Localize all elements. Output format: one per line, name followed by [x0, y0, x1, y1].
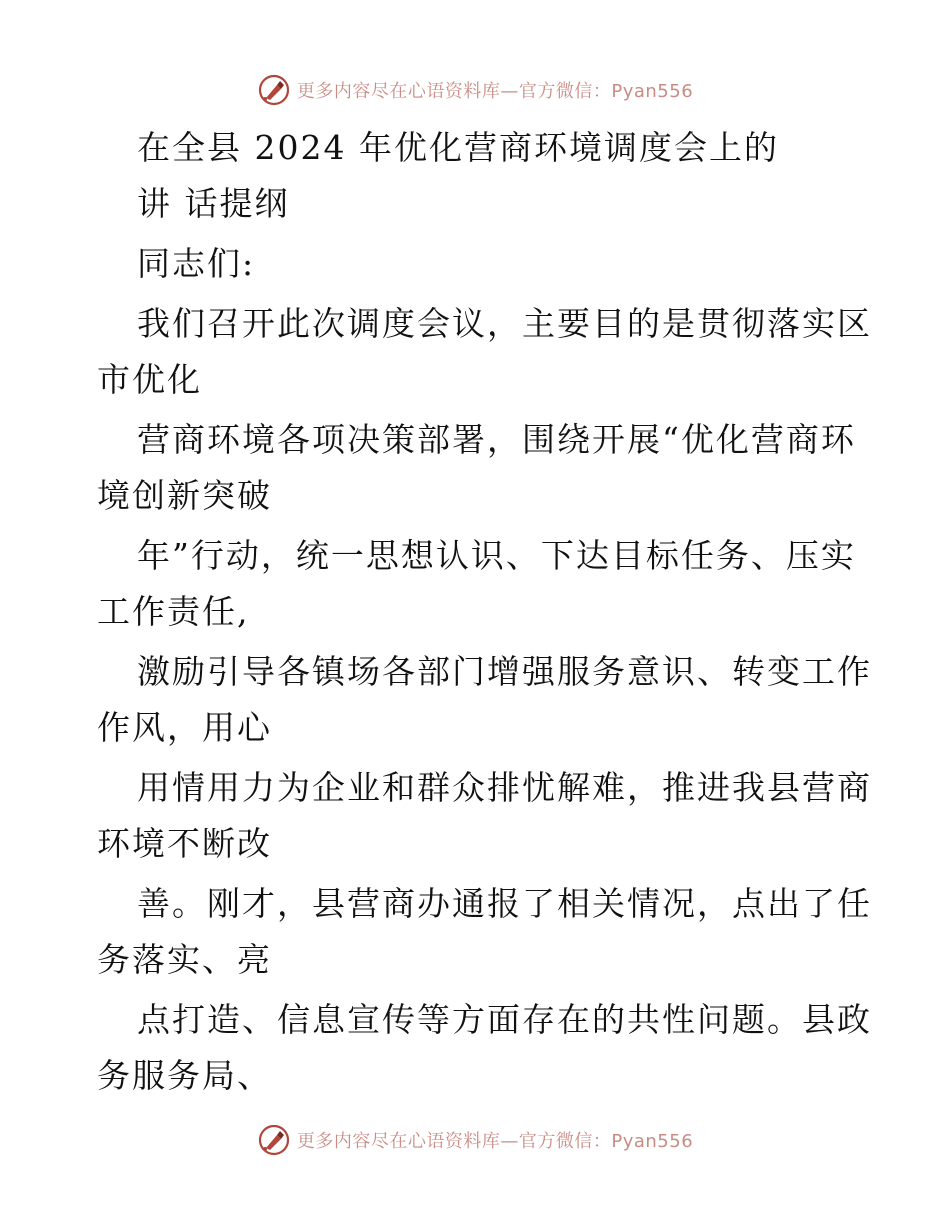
paragraph-line: 我们召开此次调度会议，主要目的是贯彻落实区	[137, 304, 872, 343]
pen-nib-logo-icon	[257, 73, 291, 107]
watermark-text: 更多内容尽在心语资料库—官方微信：Pyan556	[296, 81, 694, 102]
paragraph-line: 善。刚才，县营商办通报了相关情况，点出了任	[137, 884, 872, 923]
paragraph-line: 市优化	[97, 360, 202, 399]
header-watermark-banner	[0, 70, 950, 110]
document-title-line-1: 在全县 2024 年优化营商环境调度会上的	[137, 128, 779, 167]
paragraph-line: 工作责任,	[97, 592, 250, 631]
paragraph-line: 点打造、信息宣传等方面存在的共性问题。县政	[137, 1000, 872, 1039]
paragraph-line: 年”行动，统一思想认识、下达目标任务、压实	[137, 536, 856, 575]
paragraph-line: 务落实、亮	[97, 940, 272, 979]
document-title-line-2: 讲 话提纲	[137, 184, 290, 223]
watermark-text: 更多内容尽在心语资料库—官方微信：Pyan556	[296, 1131, 694, 1152]
pen-nib-logo-icon	[257, 1123, 291, 1157]
paragraph-line: 环境不断改	[97, 824, 272, 863]
salutation: 同志们:	[137, 244, 256, 283]
paragraph-line: 用情用力为企业和群众排忧解难，推进我县营商	[137, 768, 872, 807]
paragraph-line: 营商环境各项决策部署，围绕开展“优化营商环	[137, 420, 856, 459]
paragraph-line: 作风，用心	[97, 708, 272, 747]
paragraph-line: 激励引导各镇场各部门增强服务意识、转变工作	[137, 652, 872, 691]
paragraph-line: 务服务局、	[97, 1056, 272, 1095]
footer-watermark-banner	[0, 1120, 950, 1160]
paragraph-line: 境创新突破	[97, 476, 272, 515]
